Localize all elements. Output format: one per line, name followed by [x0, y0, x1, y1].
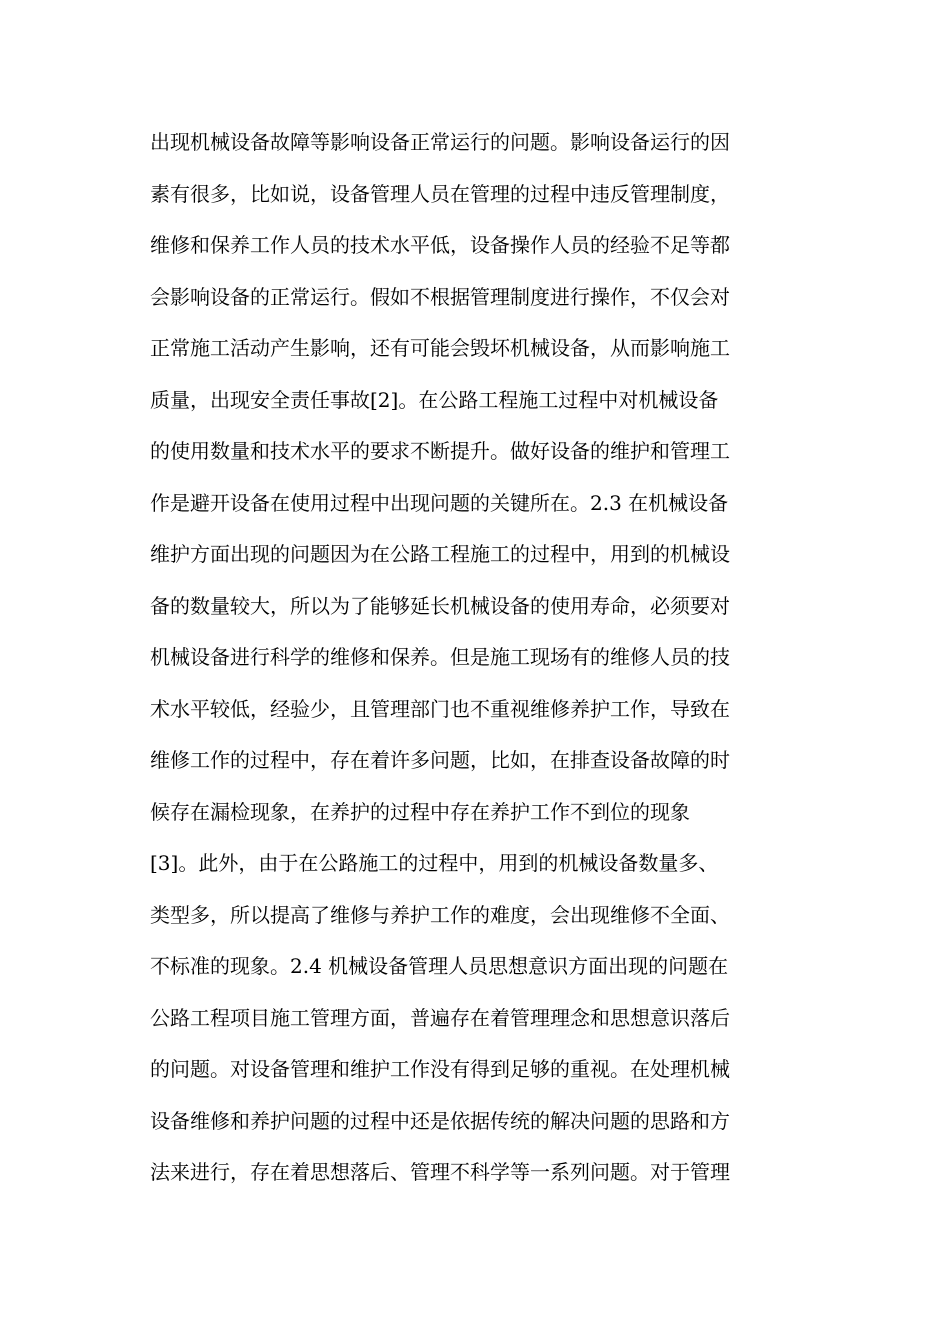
text-line: 会影响设备的正常运行。假如不根据管理制度进行操作，不仅会对 — [150, 284, 730, 309]
text-line: 维修和保养工作人员的技术水平低，设备操作人员的经验不足等都 — [150, 233, 730, 257]
text-line: 维修工作的过程中，存在着许多问题，比如，在排查设备故障的时 — [150, 748, 730, 772]
text-line: 机械设备进行科学的维修和保养。但是施工现场有的维修人员的技 — [150, 645, 730, 669]
text-line: 类型多，所以提高了维修与养护工作的难度，会出现维修不全面、 — [150, 902, 730, 927]
text-line: 素有很多，比如说，设备管理人员在管理的过程中违反管理制度， — [150, 181, 730, 206]
text-line: 的使用数量和技术水平的要求不断提升。做好设备的维护和管理工 — [150, 439, 730, 463]
text-line: 设备维修和养护问题的过程中还是依据传统的解决问题的思路和方 — [150, 1108, 730, 1133]
text-line: 质量，出现安全责任事故[2]。在公路工程施工过程中对机械设备 — [150, 387, 719, 412]
text-line: 术水平较低，经验少，且管理部门也不重视维修养护工作，导致在 — [150, 696, 730, 721]
text-line: 候存在漏检现象，在养护的过程中存在养护工作不到位的现象 — [150, 799, 690, 824]
text-line: [3]。此外，由于在公路施工的过程中，用到的机械设备数量多、 — [150, 851, 719, 875]
text-line: 备的数量较大，所以为了能够延长机械设备的使用寿命，必须要对 — [150, 593, 730, 618]
text-line: 不标准的现象。2.4 机械设备管理人员思想意识方面出现的问题在 — [150, 954, 729, 978]
text-line: 公路工程项目施工管理方面，普遍存在着管理理念和思想意识落后 — [150, 1005, 730, 1030]
text-line: 作是避开设备在使用过程中出现问题的关键所在。2.3 在机械设备 — [150, 490, 729, 515]
body-text — [150, 117, 810, 1199]
text-line: 维护方面出现的问题因为在公路工程施工的过程中，用到的机械设 — [150, 542, 730, 566]
text-line: 的问题。对设备管理和维护工作没有得到足够的重视。在处理机械 — [150, 1057, 730, 1081]
text-line: 法来进行，存在着思想落后、管理不科学等一系列问题。对于管理 — [150, 1160, 730, 1184]
text-line: 出现机械设备故障等影响设备正常运行的问题。影响设备运行的因 — [150, 130, 730, 154]
text-line: 正常施工活动产生影响，还有可能会毁坏机械设备，从而影响施工 — [150, 336, 730, 360]
